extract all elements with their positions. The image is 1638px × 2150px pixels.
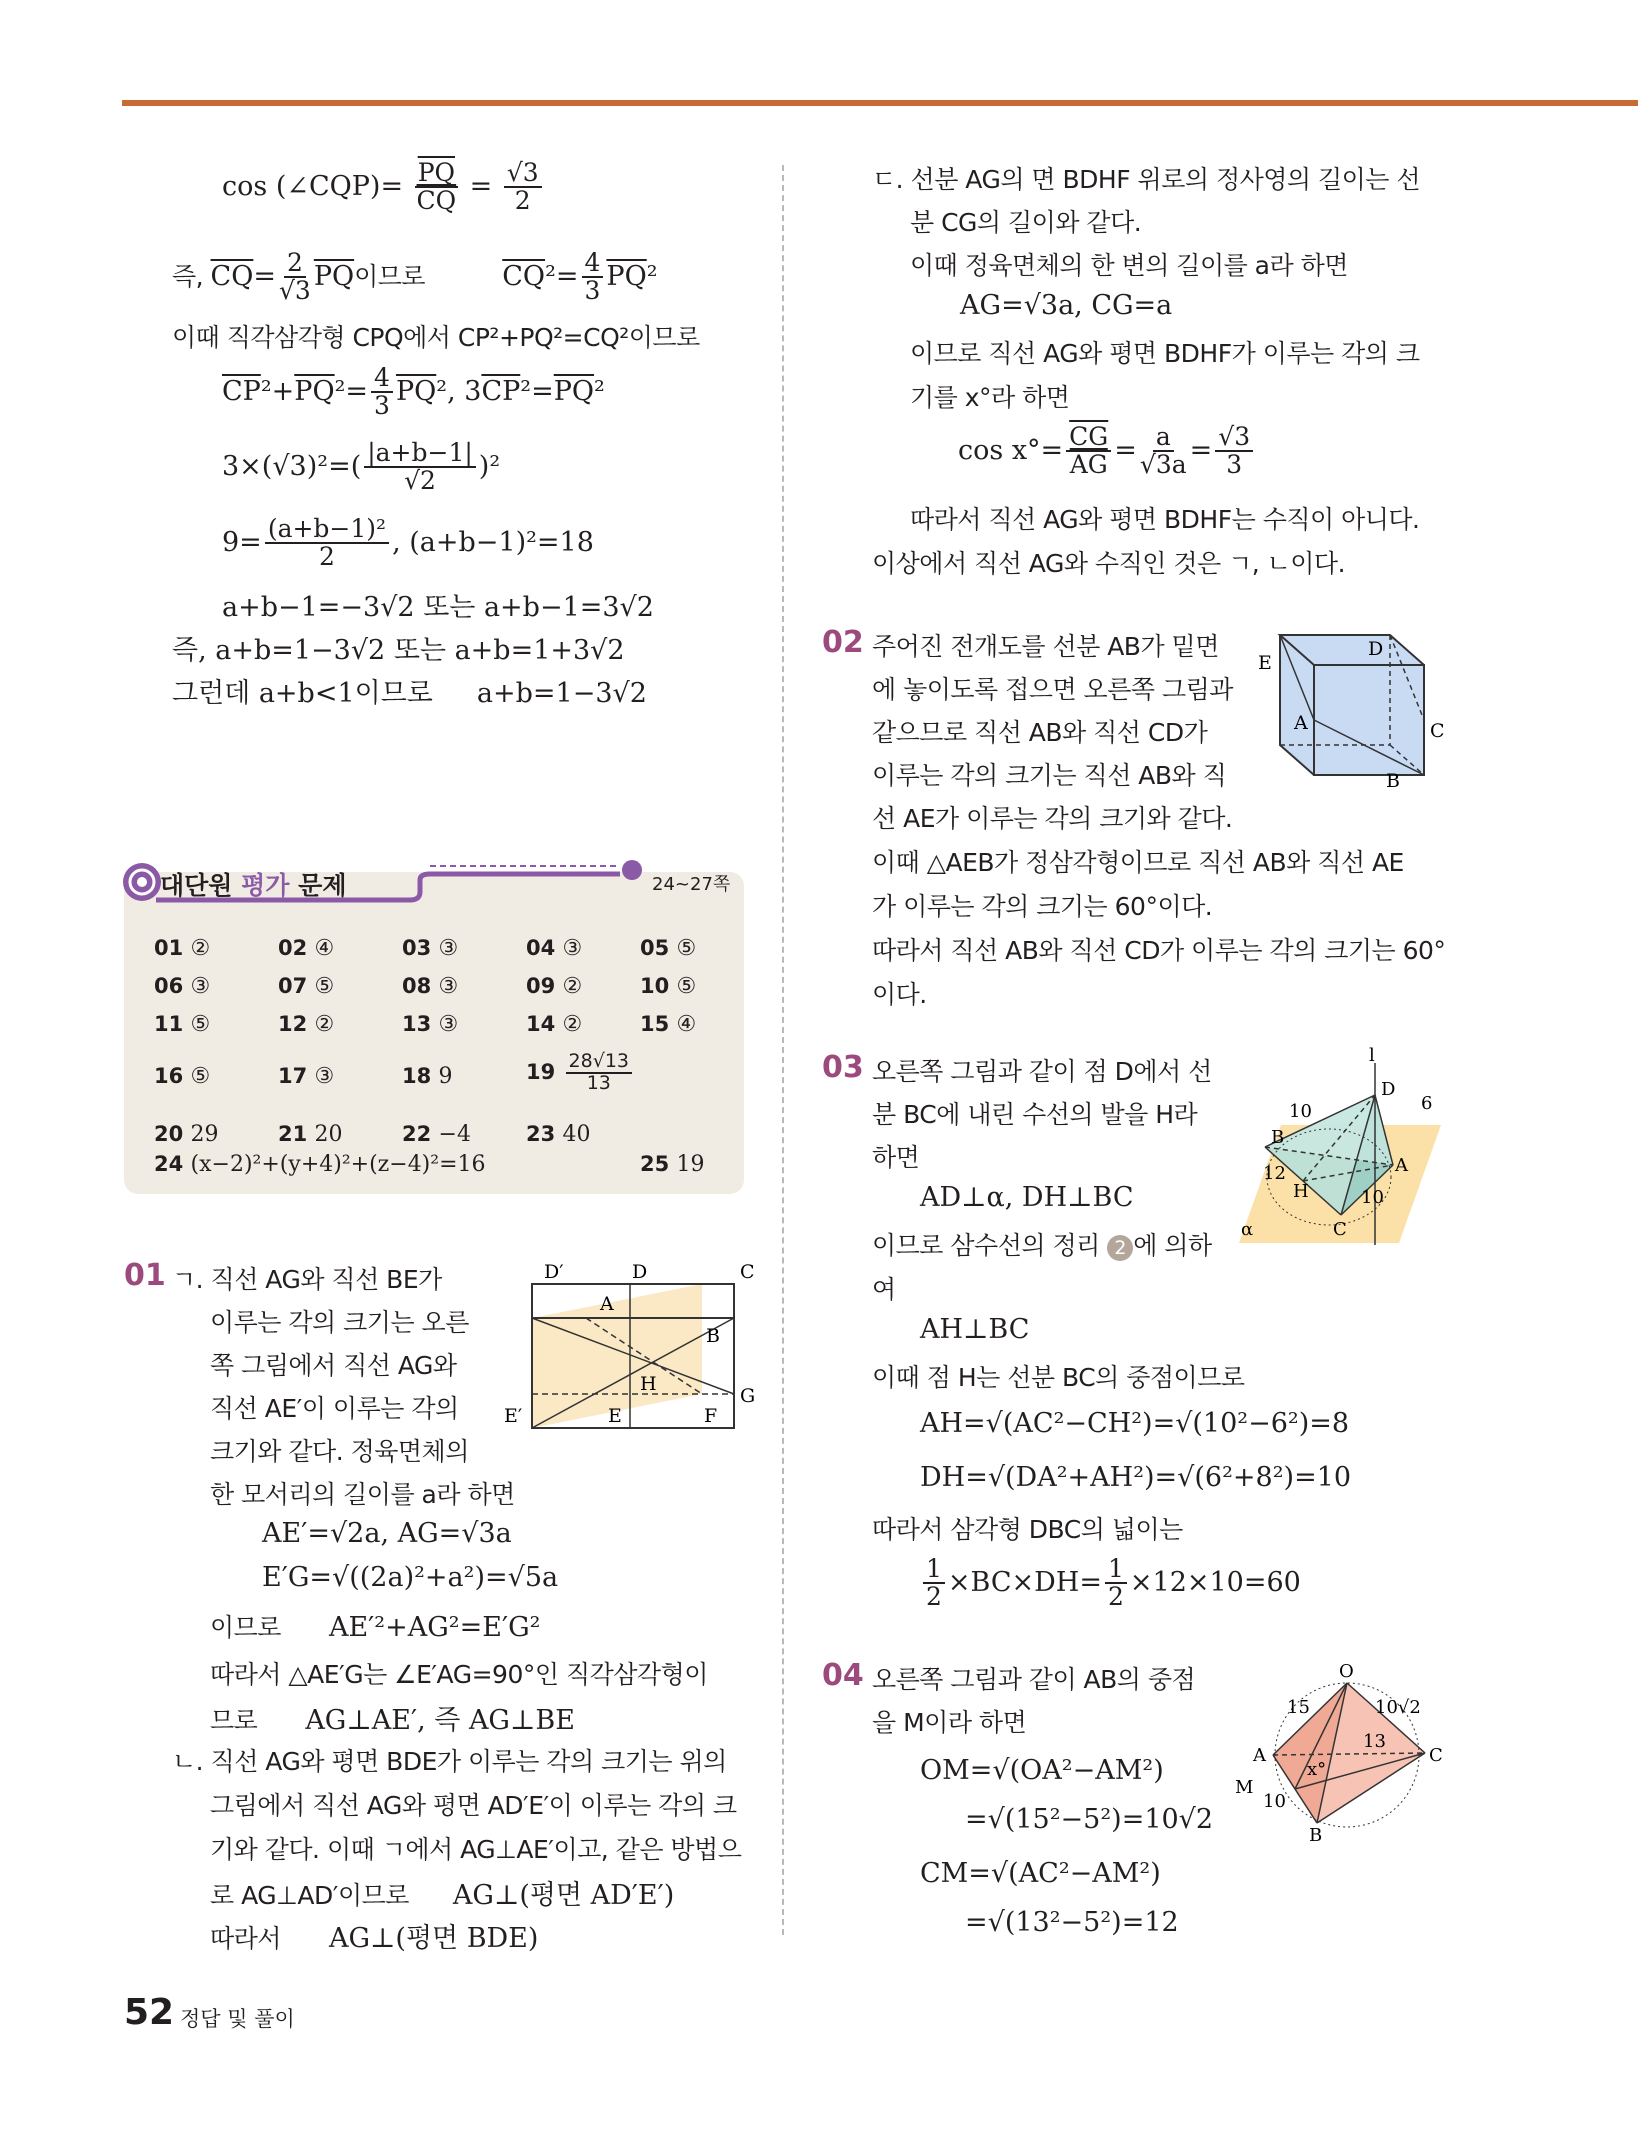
p03-eq-ah: AH=√(AC²−CH²)=√(10²−6²)=8 [920,1408,1350,1439]
fig-label-C: C [1333,1219,1347,1240]
p04-tetra-figure [1235,1661,1445,1846]
fig-label-x: x° [1307,1759,1327,1780]
eq-cp-pq-sum: $\overline{CP}^2+\overline{PQ}^2=$ $\frac{4}{3}$ $\overline{PQ}^2$, $3\overline{CP}^2=\overline{PQ}^2$ [222,363,605,421]
problem-number-01: 01 [124,1258,166,1293]
p01-b-line-2: 그림에서 직선 AG와 평면 AD′E′이 이루는 각의 크 [210,1791,737,1820]
fig-label-12: 12 [1263,1163,1286,1184]
p02-line-4: 이루는 각의 크기는 직선 AB와 직 [872,761,1227,790]
fig-label-D: D [1381,1079,1396,1100]
fig-label-A: A [1253,1745,1266,1766]
answer-06: 06 ③ [154,974,211,999]
column-divider [782,165,784,1935]
answer-16: 16 ⑤ [154,1064,211,1089]
answer-18: 18 9 [402,1064,453,1089]
section-title: 대단원 평가 문제 [160,871,347,900]
eq-cq-pq: 즉, $\overline{CQ}=$ $\frac{2}{√3}$ $\overline{PQ}$이므로 $\overline{CQ}^2=$ $\frac{4}{3}$ $\overline{PQ}^2$ [172,248,658,306]
p02-line-9: 이다. [872,980,927,1009]
fig-label-C: C [1429,1745,1443,1766]
fig-label-M: M [1235,1777,1254,1798]
p02-line-2: 에 놓이도록 접으면 오른쪽 그림과 [872,675,1233,704]
fig-label-E: E [608,1405,622,1427]
answer-17: 17 ③ [278,1064,335,1089]
p03-eq-dh: DH=√(DA²+AH²)=√(6²+8²)=10 [920,1462,1352,1493]
p02-cube-figure [1250,625,1450,795]
answer-08: 08 ③ [402,974,459,999]
p02-line-7: 가 이루는 각의 크기는 60°이다. [872,892,1213,921]
fig-label-O: O [1339,1661,1354,1682]
answer-25: 25 19 [640,1152,705,1177]
fig-label-F: F [704,1405,718,1427]
answer-20: 20 29 [154,1122,219,1147]
p01-line-3: 쪽 그림에서 직선 AG와 [210,1351,457,1380]
fig-label-E: E [1258,652,1272,674]
answer-12: 12 ② [278,1012,335,1037]
c-line-6: 기를 x°라 하면 [910,383,1070,412]
c-line-8: 따라서 직선 AG와 평면 BDHF는 수직이 아니다. [910,505,1420,534]
answer-22: 22 −4 [402,1122,471,1147]
answer-03: 03 ③ [402,936,459,961]
p03-line-1: 오른쪽 그림과 같이 점 D에서 선 [872,1057,1212,1086]
c-eq-ag-cg: AG=√3a, CG=a [960,290,1173,321]
fig-label-H: H [640,1373,657,1395]
eq-cos-cqp: cos (∠CQP)= $\frac{\overline{PQ}}{CQ}$ = $\frac{√3}{2}$ [222,160,545,215]
fig-label-10root2: 10√2 [1375,1697,1421,1718]
p01-line-2: 이루는 각의 크기는 오른 [210,1308,469,1337]
fig-label-6: 6 [1421,1093,1433,1114]
problem-number-03: 03 [822,1050,864,1085]
p03-eq-ah-bc: AH⊥BC [920,1314,1030,1345]
p04-eq-om: OM=√(OA²−AM²) [920,1755,1164,1786]
answer-02: 02 ④ [278,936,335,961]
p01-line-right-angle: 따라서 △AE′G는 ∠E′AG=90°인 직각삼각형이 [210,1660,708,1689]
p03-eq-perp: AD⊥α, DH⊥BC [920,1182,1134,1213]
top-accent-bar [122,100,1638,106]
footer-label: 정답 및 풀이 [180,2007,295,2031]
fig-label-Dprime: D′ [544,1261,564,1283]
c-line-1: ㄷ. 선분 AG의 면 BDHF 위로의 정사영의 길이는 선 [872,165,1421,194]
p01-eq-pythag: 이므로 AE′²+AG²=E′G² [210,1612,541,1643]
fig-label-Eprime: E′ [504,1405,523,1427]
fig-label-B: B [1386,770,1400,792]
c-line-2: 분 CG의 길이와 같다. [910,208,1142,237]
p02-line-1: 주어진 전개도를 선분 AB가 밑면 [872,632,1219,661]
p01-line-5: 크기와 같다. 정육면체의 [210,1437,469,1466]
fig-label-10-bottom: 10 [1361,1187,1384,1208]
p03-line-5: 이므로 삼수선의 정리 2 에 의하 [872,1231,1212,1260]
c-line-3: 이때 정육면체의 한 변의 길이를 a라 하면 [910,251,1348,280]
p04-eq-cm-value: =√(13²−5²)=12 [965,1907,1179,1938]
p04-line-2: 을 M이라 하면 [872,1708,1027,1737]
fig-label-B: B [1309,1825,1323,1846]
p02-line-3: 같으므로 직선 AB와 직선 CD가 [872,718,1208,747]
answer-07: 07 ⑤ [278,974,335,999]
text-right-triangle-cpq: 이때 직각삼각형 CPQ에서 CP²+PQ²=CQ²이므로 [172,323,700,352]
answer-05: 05 ⑤ [640,936,697,961]
fig-label-D: D [632,1261,648,1283]
p01-b-line-4: 로 AG⊥AD′이므로 AG⊥(평면 AD′E′) [210,1880,675,1911]
p01-eq-perp: 므로 AG⊥AE′, 즉 AG⊥BE [210,1705,575,1736]
fig-label-alpha: α [1241,1219,1254,1240]
p01-b-line-3: 기와 같다. 이때 ㄱ에서 AG⊥AE′이고, 같은 방법으 [210,1835,742,1864]
p01-b-line-5: 따라서 AG⊥(평면 BDE) [210,1923,539,1954]
fig-label-C: C [1430,720,1445,742]
fig-label-A: A [600,1293,614,1315]
fig-label-C: C [740,1261,755,1283]
p01-line-4: 직선 AE′이 이루는 각의 [210,1394,459,1423]
p03-line-2: 분 BC에 내린 수선의 발을 H라 [872,1100,1198,1129]
answer-04: 04 ③ [526,936,583,961]
p04-eq-om-value: =√(15²−5²)=10√2 [965,1804,1214,1835]
eq-conclusion: 그런데 a+b<1이므로 a+b=1−3√2 [172,678,647,709]
answer-10: 10 ⑤ [640,974,697,999]
fig-label-B: B [1271,1127,1285,1148]
fig-label-l: l [1369,1045,1375,1066]
answer-11: 11 ⑤ [154,1012,211,1037]
eq-a-plus-b: 즉, a+b=1−3√2 또는 a+b=1+3√2 [172,635,625,666]
fig-label-G: G [740,1385,756,1407]
p04-eq-cm: CM=√(AC²−AM²) [920,1858,1161,1889]
p03-tetra-figure [1225,1045,1455,1250]
c-line-9: 이상에서 직선 AG와 수직인 것은 ㄱ, ㄴ이다. [872,549,1346,578]
p01-eq-ae-ag: AE′=√2a, AG=√3a [262,1518,512,1549]
eq-nine: 9= $\frac{\text{(a+b−1)²}}{2}$ , (a+b−1)²=18 [222,514,594,572]
p02-line-6: 이때 △AEB가 정삼각형이므로 직선 AB와 직선 AE [872,848,1404,877]
p03-eq-area: $\frac{1}{2}$ ×BC×DH= $\frac{1}{2}$ ×12×10=60 [920,1556,1301,1611]
p03-line-8: 이때 점 H는 선분 BC의 중점이므로 [872,1363,1245,1392]
answer-21: 21 20 [278,1122,343,1147]
c-eq-cos-x: cos x°= $\frac{\overline{CG}}{AG}$ = $\frac{a}{√3a}$ = $\frac{√3}{3}$ [958,424,1256,479]
p01-line-1: ㄱ. 직선 AG와 직선 BE가 [172,1265,442,1294]
answer-09: 09 ② [526,974,583,999]
answer-23: 23 40 [526,1122,591,1147]
fig-label-A: A [1395,1155,1408,1176]
eq-a-b-minus-one: a+b−1=−3√2 또는 a+b−1=3√2 [222,592,654,623]
p01-b-line-1: ㄴ. 직선 AG와 평면 BDE가 이루는 각의 크기는 위의 [172,1747,727,1776]
p04-line-1: 오른쪽 그림과 같이 AB의 중점 [872,1665,1196,1694]
fig-label-A: A [1294,712,1308,734]
p03-line-3: 하면 [872,1143,920,1172]
c-line-5: 이므로 직선 AG와 평면 BDHF가 이루는 각의 크 [910,339,1420,368]
answer-19: 19 $\frac{28√13}{13}$ [526,1052,635,1094]
fig-label-H: H [1293,1181,1309,1202]
page-number: 52 [124,1992,175,2033]
fig-label-10-top: 10 [1289,1101,1312,1122]
p01-line-6: 한 모서리의 길이를 a라 하면 [210,1480,515,1509]
fig-label-D: D [1368,638,1384,660]
answer-13: 13 ③ [402,1012,459,1037]
p02-line-8: 따라서 직선 AB와 직선 CD가 이루는 각의 크기는 60° [872,936,1446,965]
section-pages: 24~27쪽 [652,874,731,895]
fig-label-B: B [706,1325,720,1347]
answer-24: 24 (x−2)²+(y+4)²+(z−4)²=16 [154,1152,486,1177]
answer-15: 15 ④ [640,1012,697,1037]
p01-cube-figure [500,1262,760,1432]
problem-number-02: 02 [822,625,864,660]
answer-14: 14 ② [526,1012,583,1037]
problem-number-04: 04 [822,1658,864,1693]
p03-line-6: 여 [872,1275,896,1304]
fig-label-15: 15 [1287,1697,1310,1718]
p02-line-5: 선 AE가 이루는 각의 크기와 같다. [872,804,1233,833]
fig-label-13: 13 [1363,1731,1386,1752]
p01-eq-eg: E′G=√((2a)²+a²)=√5a [262,1562,559,1593]
answer-01: 01 ② [154,936,211,961]
p03-line-11: 따라서 삼각형 DBC의 넓이는 [872,1515,1183,1544]
fig-label-10: 10 [1263,1791,1286,1812]
eq-three-root-three: 3×(√3)²=( $\frac{|a+b-1|}{√2}$ )² [222,438,501,496]
